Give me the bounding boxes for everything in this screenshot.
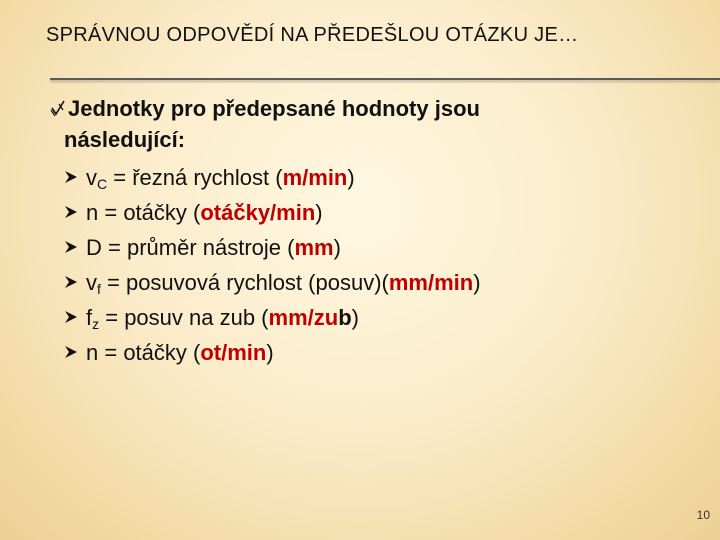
item-subscript: C [97, 176, 108, 192]
item-close: ) [333, 235, 341, 260]
list-item [64, 160, 704, 195]
list-item [64, 230, 704, 265]
item-subscript: z [92, 316, 100, 332]
item-close: ) [266, 340, 274, 365]
item-symbol: D [86, 235, 102, 260]
item-symbol: n [86, 340, 99, 365]
item-unit: otáčky/min [200, 200, 316, 225]
item-unit: ot/min [200, 340, 267, 365]
item-unit: m/min [282, 165, 348, 190]
item-unit: mm/zu [268, 305, 339, 330]
arrowhead-icon [64, 275, 78, 289]
item-symbol: v [86, 270, 97, 295]
list-item [64, 265, 704, 300]
slide-title: SPRÁVNOU ODPOVĚDÍ NA PŘEDEŠLOU OTÁZKU JE… [46, 24, 579, 46]
units-list [64, 160, 704, 370]
item-unit-tail: b [338, 305, 352, 330]
item-symbol: n [86, 200, 99, 225]
item-unit: mm [294, 235, 334, 260]
arrowhead-icon [64, 310, 78, 324]
item-unit: mm/min [388, 270, 474, 295]
item-subscript: f [97, 281, 101, 297]
list-item [64, 335, 704, 370]
title-divider [50, 78, 720, 80]
list-item [64, 300, 704, 335]
item-close: ) [347, 165, 355, 190]
pencil-check-icon [50, 99, 66, 117]
main-bullet [50, 93, 690, 155]
bullet-heading-line2: následující: [64, 127, 186, 152]
item-close: ) [351, 305, 359, 330]
item-description: = posuvová rychlost (posuv)( [100, 270, 389, 295]
bullet-heading-line1: Jednotky pro předepsané hodnoty jsou [68, 96, 480, 121]
item-close: ) [473, 270, 481, 295]
arrowhead-icon [64, 240, 78, 254]
item-symbol: f [86, 305, 93, 330]
page-number: 10 [696, 508, 710, 522]
item-description: = otáčky ( [98, 200, 201, 225]
arrowhead-icon [64, 345, 78, 359]
arrowhead-icon [64, 170, 78, 184]
item-description: = průměr nástroje ( [101, 235, 295, 260]
arrowhead-icon [64, 205, 78, 219]
item-description: = řezná rychlost ( [107, 165, 283, 190]
item-description: = otáčky ( [98, 340, 201, 365]
item-close: ) [315, 200, 323, 225]
list-item [64, 195, 704, 230]
item-description: = posuv na zub ( [99, 305, 269, 330]
item-symbol: v [86, 165, 97, 190]
